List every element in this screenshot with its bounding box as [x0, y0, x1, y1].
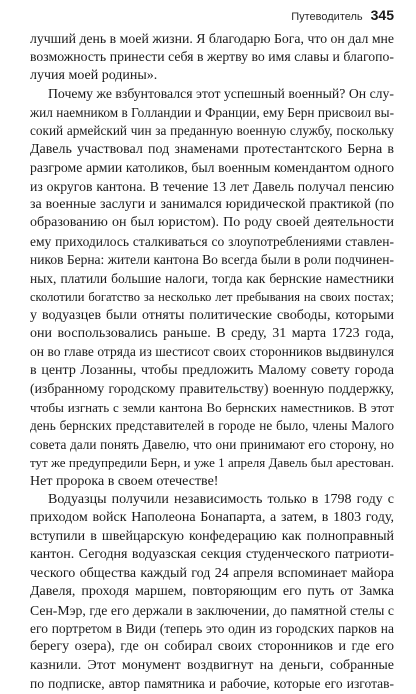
text-line: Сен-Мэр, где его держали в заключении, до памятной стелы с — [30, 602, 394, 618]
paragraph-start-line: Водуазцы получили независимость только в 1798 году с — [48, 491, 394, 507]
text-line: сокий армейский чин за преданную военную службу, поскольку — [30, 123, 394, 139]
text-line: в центр Лозанны, чтобы предложить Малому совету города — [30, 362, 394, 378]
body-text — [30, 30, 394, 694]
text-line: тут же предупредили Берн, и уже 1 апреля Давель был арестован. — [30, 455, 394, 471]
page-number: 345 — [370, 7, 394, 23]
text-line: лучший день в моей жизни. Я благодарю Бога, что он дал мне — [30, 31, 394, 46]
section-title: Путеводитель — [291, 11, 363, 23]
text-line: сколотили богатство за несколько лет пребывания на своих постах; — [30, 290, 394, 305]
text-line: Давеля, проходя маршем, повторяющим его путь от Замка — [30, 584, 394, 600]
text-line: Нет пророка в своем отечестве! — [30, 473, 219, 489]
text-line: ему приходилось сталкиваться со злоупотреблениями ставлен- — [30, 233, 394, 249]
text-line: приходом войск Наполеона Бонапарта, а затем, в 1803 году, — [30, 510, 394, 526]
text-line: за военные заслуги и занимался юридической практикой (по — [30, 196, 394, 212]
text-line: совета дали понять Давелю, что они принимают его сторону, но — [30, 436, 394, 452]
text-line: жил наемником в Голландии и Франции, ему Берн присвоил вы- — [30, 104, 394, 120]
text-line: по подписке, автор памятника и рабочие, которые его изготав- — [30, 676, 394, 692]
text-line: они воспользовались раньше. В среду, 31 марта 1723 года, — [30, 326, 394, 341]
text-line: лучия моей родины». — [30, 67, 158, 83]
text-line: его портретом в Види (теперь это один из городских парков на — [30, 621, 394, 636]
text-line: у водуазцев были отняты политические свободы, которыми — [30, 307, 394, 323]
text-line: он во главе отряда из шестисот своих сторонников выдвинулся — [30, 344, 394, 360]
text-line: Давель участвовал под знаменами протестантского Берна в — [30, 141, 394, 157]
text-line: чтобы изгнать с земли кантона Во бернских наместников. В этот — [30, 399, 394, 415]
text-line: ных, платили большие налоги, тогда как бернские наместники — [30, 270, 394, 286]
text-line: (избранному городскому правительству) военную поддержку, — [30, 381, 394, 397]
text-line: берегу озера), где он собирал своих сторонников и где его — [30, 639, 394, 655]
text-line: кантон. Сегодня водуазская секция студенческого патриоти- — [30, 547, 394, 563]
text-line: ников Берна: жители кантона Во всегда были в роли подчинен- — [30, 252, 394, 268]
text-line: день бернских представителей в городе не было, члены Малого — [30, 418, 394, 434]
paragraph-start-line: Почему же взбунтовался этот успешный военный? Он слу- — [48, 86, 394, 102]
text-line: вступили в швейцарскую конфедерацию как полноправный — [30, 528, 394, 544]
text-line: образованию он был юристом). По роду своей деятельности — [30, 215, 394, 231]
text-line: казнили. Этот монумент воздвигнут на деньги, собранные — [30, 657, 394, 673]
text-line: из округов кантона. В течение 13 лет Давель получал пенсию — [30, 178, 394, 194]
text-line: возможность принести себя в жертву во имя славы и благопо- — [30, 49, 394, 65]
text-line: ческого общества каждый год 24 апреля вспоминает майора — [30, 565, 394, 581]
text-line: разгроме армии католиков, был военным комендантом одного — [30, 160, 394, 176]
running-head — [291, 7, 394, 23]
